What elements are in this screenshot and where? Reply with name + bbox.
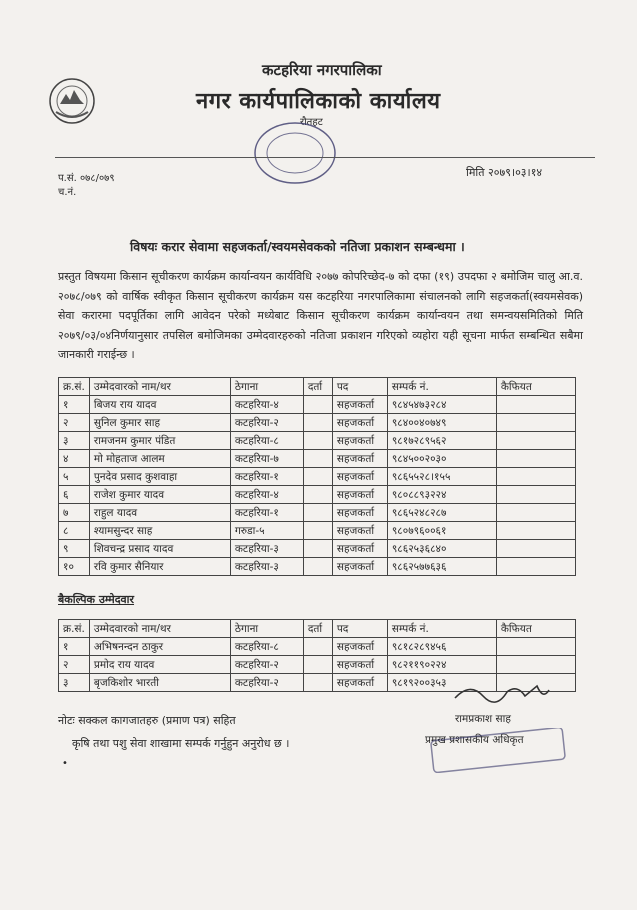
table-row	[59, 432, 576, 450]
table-cell: बृजकिशोर भारती	[89, 674, 230, 692]
header-cell: दर्ता	[303, 378, 332, 396]
table-cell: ६	[59, 486, 90, 504]
header-cell: क्र.सं.	[59, 620, 90, 638]
office-name: नगर कार्यपालिकाको कार्यालय	[196, 89, 441, 114]
table-cell	[303, 540, 332, 558]
table-cell: ९८६५२४८२८७	[387, 504, 496, 522]
table-row	[59, 540, 576, 558]
table-cell	[496, 486, 575, 504]
office-stamp	[250, 118, 340, 188]
table-cell: ३	[59, 432, 90, 450]
table-row	[59, 656, 576, 674]
table-cell: ३	[59, 674, 90, 692]
table-cell: सहजकर्ता	[332, 558, 387, 576]
header-cell: दर्ता	[303, 620, 332, 638]
reference-number: प.सं. ०७८/०७९	[58, 173, 115, 184]
table-cell: कटहरिया-३	[230, 558, 303, 576]
header-cell: ठेगाना	[230, 378, 303, 396]
table-cell: कटहरिया-३	[230, 540, 303, 558]
table-cell: सहजकर्ता	[332, 656, 387, 674]
table-row	[59, 486, 576, 504]
table-cell: सहजकर्ता	[332, 432, 387, 450]
table-cell: ९८१७२८९५६२	[387, 432, 496, 450]
table-cell: कटहरिया-८	[230, 638, 303, 656]
table-cell: सहजकर्ता	[332, 486, 387, 504]
table-cell: सहजकर्ता	[332, 522, 387, 540]
table-header-row	[59, 620, 576, 638]
signatory-name: रामप्रकाश साह	[455, 713, 511, 725]
table-cell	[496, 432, 575, 450]
header-cell: कैफियत	[496, 378, 575, 396]
table-cell	[303, 504, 332, 522]
table-cell: सहजकर्ता	[332, 450, 387, 468]
table-cell: २	[59, 656, 90, 674]
notice-body: प्रस्तुत विषयमा किसान सूचीकरण कार्यक्रम कार्यान्वयन कार्यविधि २०७७ कोपरिच्छेद-७ को दफा (१९) उपदफा २ बमोजिम चालु आ.व. २०७८/०७९ को वार्षिक स्वीकृत किसान सूचीकरण कार्यक्रम यस कटहरिया नगरपालिकामा संचालनको लागि सहजकर्ता(स्वयमसेवक) सेवा करारमा पदपूर्तिका लागि आवेदन परेको मध्येबाट किसान सूचीकरण कार्यक्रम कार्यान्वयन तथा समन्वयसमितिको मिति २०७९/०३/०४निर्णयानुसार तपसिल बमोजिमका उम्मेदवारहरुको नतिजा प्रकाशन गरिएको व्यहोरा यही सूचना मार्फत सम्बन्धित सबैमा जानकारी गराईन्छ ।	[58, 270, 583, 361]
table-cell: सहजकर्ता	[332, 396, 387, 414]
table-cell: कटहरिया-२	[230, 656, 303, 674]
table-cell	[303, 468, 332, 486]
table-cell: गरुडा-५	[230, 522, 303, 540]
table-cell: कटहरिया-१	[230, 468, 303, 486]
table-cell: कटहरिया-४	[230, 486, 303, 504]
subject-line: विषयः करार सेवामा सहजकर्ता/स्वयमसेवकको नतिजा प्रकाशन सम्बन्धमा ।	[130, 239, 465, 254]
table-cell: कटहरिया-७	[230, 450, 303, 468]
table-cell: ४	[59, 450, 90, 468]
table-cell	[303, 432, 332, 450]
header-cell: उम्मेदवारको नाम/थर	[89, 620, 230, 638]
table-cell: ९८०७९६००६१	[387, 522, 496, 540]
table-cell	[496, 468, 575, 486]
table-cell: कटहरिया-१	[230, 504, 303, 522]
table-cell: ९८६५५२८।१५५	[387, 468, 496, 486]
table-cell: ९८१९२००३५३	[387, 674, 496, 692]
reference-block	[58, 172, 115, 200]
table-row	[59, 638, 576, 656]
document-date: मिति २०७९।०३।१४	[466, 166, 543, 179]
table-cell: ७	[59, 504, 90, 522]
table-cell: २	[59, 414, 90, 432]
table-row	[59, 504, 576, 522]
table-cell: १	[59, 396, 90, 414]
note-line-2: कृषि तथा पशु सेवा शाखामा सम्पर्क गर्नुहुन अनुरोध छ ।	[72, 737, 290, 750]
signature	[445, 676, 555, 710]
note-line-1: नोटः सक्कल कागजातहरु (प्रमाण पत्र) सहित	[58, 714, 236, 727]
table-cell: ८	[59, 522, 90, 540]
table-cell: बिजय राय यादव	[89, 396, 230, 414]
header-cell: ठेगाना	[230, 620, 303, 638]
header-cell: पद	[332, 378, 387, 396]
table-cell	[496, 656, 575, 674]
table-cell: मो मोहताज आलम	[89, 450, 230, 468]
table-cell: ९	[59, 540, 90, 558]
table-cell: पुनदेव प्रसाद कुशवाहा	[89, 468, 230, 486]
header-cell: कैफियत	[496, 620, 575, 638]
table-cell	[303, 486, 332, 504]
table-cell	[303, 396, 332, 414]
table-cell: सहजकर्ता	[332, 540, 387, 558]
table-cell: कटहरिया-४	[230, 396, 303, 414]
designation-stamp	[428, 728, 568, 773]
municipality-name: कटहरिया नगरपालिका	[262, 61, 382, 79]
table-cell: कटहरिया-८	[230, 432, 303, 450]
table-cell: रवि कुमार सैनियार	[89, 558, 230, 576]
table-cell	[303, 674, 332, 692]
header-cell: सम्पर्क नं.	[387, 378, 496, 396]
table-cell: ५	[59, 468, 90, 486]
table-cell: श्यामसुन्दर साह	[89, 522, 230, 540]
table-cell: १०	[59, 558, 90, 576]
table-cell: सहजकर्ता	[332, 504, 387, 522]
table-cell: ९८४५४७३२८४	[387, 396, 496, 414]
table-cell: अभिषनन्दन ठाकुर	[89, 638, 230, 656]
header-cell: पद	[332, 620, 387, 638]
table-cell	[303, 638, 332, 656]
table-cell	[496, 558, 575, 576]
table-cell	[496, 504, 575, 522]
header-cell: क्र.सं.	[59, 378, 90, 396]
table-cell: ९८१८२८९४५६	[387, 638, 496, 656]
table-cell	[303, 450, 332, 468]
table-cell	[496, 396, 575, 414]
table-row	[59, 558, 576, 576]
table-row	[59, 396, 576, 414]
table-cell: ९८४५००२०३०	[387, 450, 496, 468]
table-cell: सुनिल कुमार साह	[89, 414, 230, 432]
table-cell: ९८६२५३६८४०	[387, 540, 496, 558]
nepal-emblem-logo	[46, 76, 98, 126]
table-cell: रामजनम कुमार पंडित	[89, 432, 230, 450]
table-cell	[496, 522, 575, 540]
table-cell: सहजकर्ता	[332, 468, 387, 486]
table-cell: प्रमोद राय यादव	[89, 656, 230, 674]
table-cell	[496, 638, 575, 656]
bullet-mark: •	[62, 758, 68, 769]
table-cell: राहुल यादव	[89, 504, 230, 522]
table-cell: शिवचन्द्र प्रसाद यादव	[89, 540, 230, 558]
table-cell	[303, 558, 332, 576]
table-cell	[303, 522, 332, 540]
header-cell: सम्पर्क नं.	[387, 620, 496, 638]
table-cell	[303, 414, 332, 432]
results-table	[58, 377, 576, 576]
table-cell: सहजकर्ता	[332, 414, 387, 432]
table-cell: ९८४००४०७४९	[387, 414, 496, 432]
table-row	[59, 414, 576, 432]
table-cell	[496, 414, 575, 432]
table-cell: १	[59, 638, 90, 656]
dispatch-number: च.नं.	[58, 187, 77, 198]
table-cell: कटहरिया-२	[230, 674, 303, 692]
signatory-title: प्रमुख प्रशासकीय अधिकृत	[425, 734, 524, 746]
table-row	[59, 468, 576, 486]
header-divider	[55, 157, 595, 158]
table-cell: सहजकर्ता	[332, 674, 387, 692]
table-cell: राजेश कुमार यादव	[89, 486, 230, 504]
table-cell: ९८२११९०२२४	[387, 656, 496, 674]
table-cell	[303, 656, 332, 674]
table-header-row	[59, 378, 576, 396]
office-address: रौतहट	[300, 117, 323, 128]
table-cell	[496, 450, 575, 468]
table-cell: सहजकर्ता	[332, 638, 387, 656]
header-cell: उम्मेदवारको नाम/थर	[89, 378, 230, 396]
table-cell: ९८६२५७७६३६	[387, 558, 496, 576]
table-cell: ९८०८८९३२२४	[387, 486, 496, 504]
alternate-candidates-heading: बैकल्पिक उम्मेदवार	[58, 593, 135, 606]
table-cell: कटहरिया-२	[230, 414, 303, 432]
table-row	[59, 450, 576, 468]
table-row	[59, 522, 576, 540]
table-cell	[496, 540, 575, 558]
